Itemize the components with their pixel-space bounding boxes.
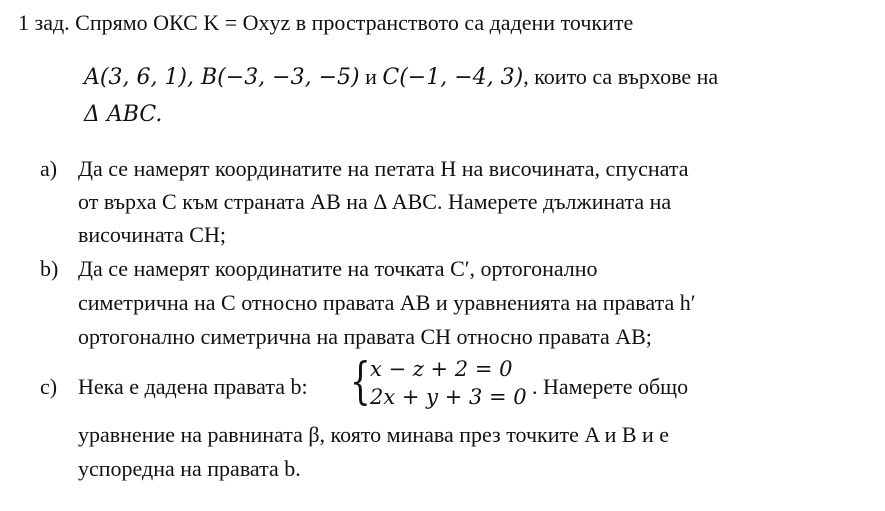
item-a-line-3: височината CH; <box>78 222 226 247</box>
item-c-label: c) <box>40 374 58 399</box>
item-a-line-2: от върха C към страната AB на Δ ABC. Намерете дължината на <box>78 189 672 214</box>
system-equation-2: 2x + y + 3 = 0 <box>370 385 527 409</box>
item-c-line-1-tail: . Намерете общо <box>532 374 689 399</box>
item-a-label: a) <box>40 156 58 181</box>
points-tail: , които са върхове на <box>523 64 719 89</box>
item-c-line-1: Нека е дадена правата b: <box>78 374 308 399</box>
item-b-label: b) <box>40 256 59 281</box>
system-brace: { <box>350 352 371 410</box>
item-b-line-2: симетрична на C относно правата AB и уравненията на правата h′ <box>78 290 696 315</box>
item-b-line-1: Да се намерят координатите на точката C′, ортогонално <box>78 256 598 281</box>
point-c: C(−1, −4, 3) <box>382 65 524 90</box>
triangle-label: Δ ABC. <box>84 102 163 127</box>
equation-system <box>350 352 530 416</box>
problem-title: 1 зад. Спрямо ОКС K = Oxyz в пространството са дадени точките <box>18 10 634 35</box>
item-a-line-1: Да се намерят координатите на петата H на височината, спусната <box>78 156 689 181</box>
points-line <box>84 66 718 89</box>
points-and: и <box>359 64 383 89</box>
points-math: A(3, 6, 1), B(−3, −3, −5) <box>84 65 360 90</box>
item-c-line-2: уравнение на равнината β, която минава през точките A и B и е <box>78 422 670 447</box>
item-c-line-3: успоредна на правата b. <box>78 456 301 481</box>
system-equation-1: x − z + 2 = 0 <box>370 357 513 381</box>
item-b-line-3: ортогонално симетрична на правата CH относно правата AB; <box>78 324 652 349</box>
